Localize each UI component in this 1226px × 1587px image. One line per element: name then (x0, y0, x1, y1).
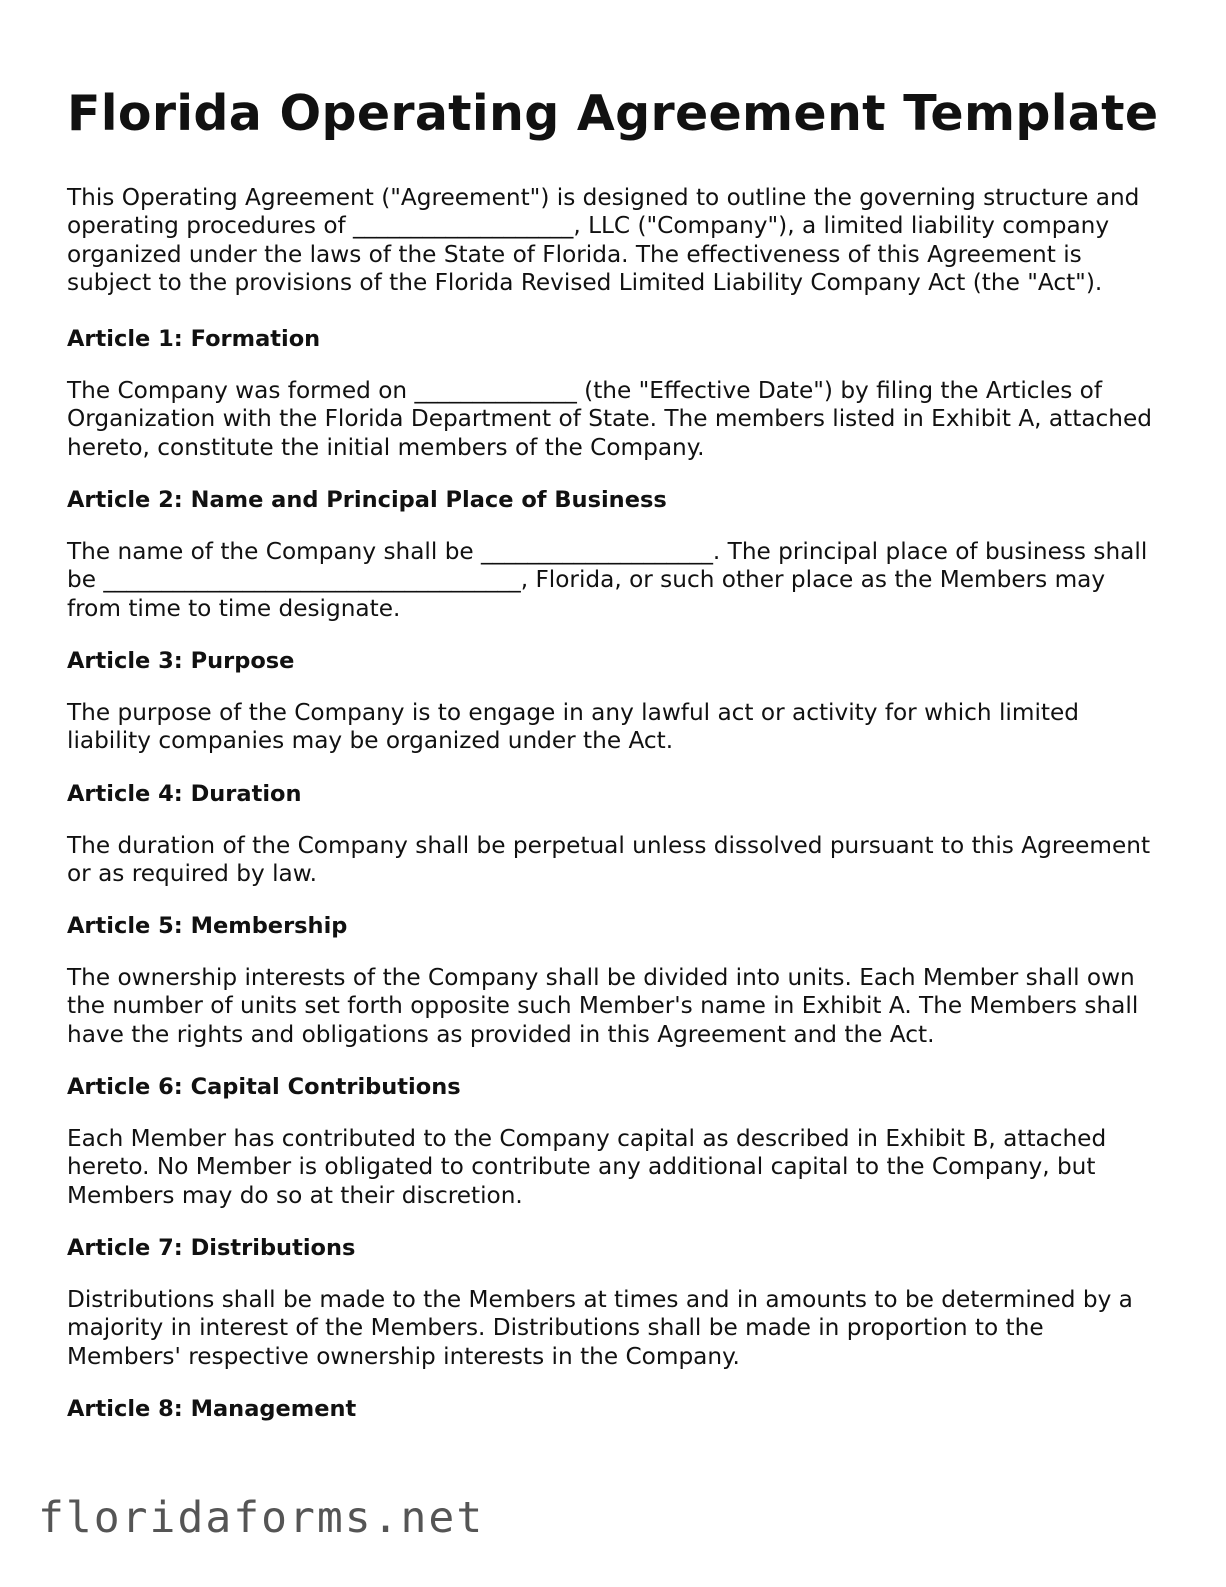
article-body: Each Member has contributed to the Company capital as described in Exhibit B, attached hereto. No Member is obligated to contribute any additional capital to the Company, but Members may do so at their discretion. (67, 1125, 1107, 1209)
article-3 (67, 647, 1157, 756)
document-page (67, 78, 1157, 1447)
article-heading: Article 6: Capital Contributions (67, 1074, 461, 1101)
article-body: The duration of the Company shall be perpetual unless dissolved pursuant to this Agreement or as required by law. (67, 831, 1151, 887)
article-7 (67, 1234, 1157, 1371)
article-heading: Article 4: Duration (67, 780, 302, 807)
article-8 (67, 1395, 1157, 1423)
article-heading: Article 5: Membership (67, 913, 348, 940)
article-body: The Company was formed on ______________ (the "Effective Date") by filing the Articles of Organization with the Florida Department of State. The members listed in Exhibit A, attached hereto, constitute the initial members of the Company. (67, 377, 1152, 461)
article-heading: Article 1: Formation (67, 326, 321, 353)
article-1 (67, 325, 1157, 462)
article-6 (67, 1073, 1157, 1210)
watermark: floridaforms.net (38, 1493, 485, 1543)
article-4 (67, 780, 1157, 889)
page-title: Florida Operating Agreement Template (67, 85, 1159, 142)
article-body: The name of the Company shall be ____________________. The principal place of business shall be ____________________________________, Florida, or such other place as the Members may from time to time designate. (67, 538, 1148, 622)
article-5 (67, 912, 1157, 1049)
article-body: Distributions shall be made to the Members at times and in amounts to be determined by a majority in interest of the Members. Distributions shall be made in proportion to the Members' respective ownership interests in the Company. (67, 1285, 1133, 1370)
article-heading: Article 3: Purpose (67, 647, 295, 674)
article-body: The purpose of the Company is to engage in any lawful act or activity for which limited liability companies may be organized under the Act. (67, 698, 1079, 755)
intro-paragraph: This Operating Agreement ("Agreement") is designed to outline the governing structure and operating procedures of ___________________, LLC ("Company"), a limited liability company organized under the laws of the State of Florida. The effectiveness of this Agreement is subject to the provisions of the Florida Revised Limited Liability Company Act (the "Act"). (67, 184, 1140, 296)
article-2 (67, 486, 1157, 623)
article-heading: Article 7: Distributions (67, 1234, 356, 1261)
article-heading: Article 2: Name and Principal Place of Business (67, 487, 667, 514)
article-body: The ownership interests of the Company shall be divided into units. Each Member shall own the number of units set forth opposite such Member's name in Exhibit A. The Members shall have the rights and obligations as provided in this Agreement and the Act. (67, 964, 1139, 1048)
article-heading: Article 8: Management (67, 1395, 357, 1422)
